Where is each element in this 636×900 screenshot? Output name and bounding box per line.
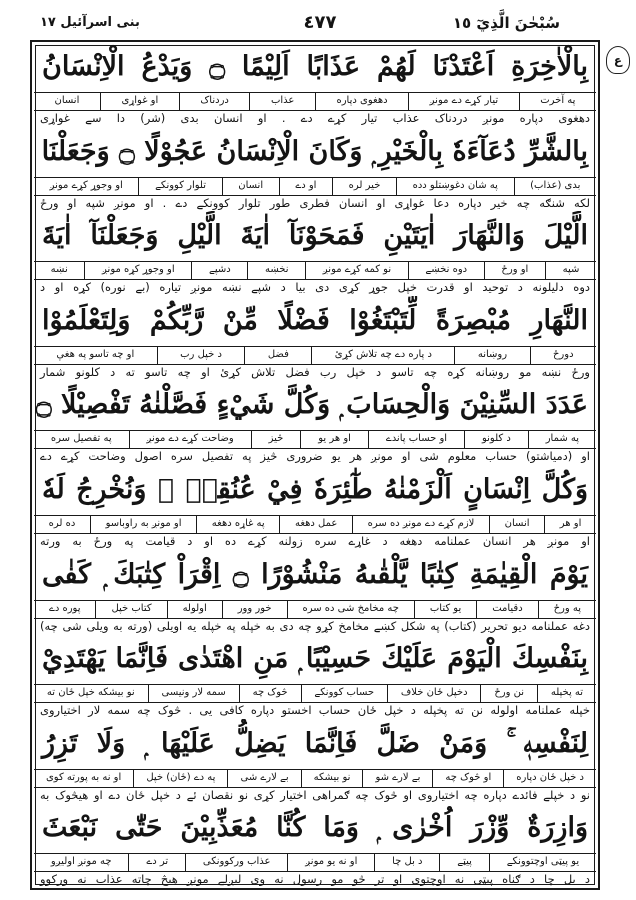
word-meaning-cell: تر دے (128, 854, 185, 871)
verse-block (34, 127, 596, 211)
translation-line: او (دمیاشتو) حساب معلوم شی او مونږ هر یو ضروری څیز په تفصیل سره اصول وضاحت کړے دے (40, 449, 590, 464)
word-meaning-cell: چه مونږ اولیږو (50, 856, 112, 868)
word-meaning-cell: روښانه (454, 347, 529, 364)
word-meaning-cell: نښه (50, 264, 68, 276)
word-meaning-cell: په تفصیل سره (50, 433, 112, 445)
verse-block (34, 296, 596, 380)
word-meaning-cell: نو کمه کړے مونږ (305, 262, 408, 279)
verse-block (34, 42, 596, 126)
word-meaning-cell: او نه یو مونږ (287, 854, 374, 871)
word-meaning-cell: د پاره دے چه تلاش کړئ (311, 347, 454, 364)
verse-block (34, 719, 596, 803)
word-by-word-row (34, 177, 596, 196)
word-meaning-cell: دهغوی دپاره (315, 93, 408, 110)
arabic-verse-line: الَّيْلَ وَالنَّهَارَ اٰيَتَيْنِ فَمَحَوْنَآ اٰيَةَ الَّيْلِ وَجَعَلْنَآ اٰيَةَ (42, 220, 588, 252)
word-by-word-row (34, 853, 596, 872)
word-meaning-cell: یو کتاب (414, 601, 476, 618)
word-meaning-cell: عذاب ورکوونکی (185, 854, 287, 871)
word-meaning-cell: حساب کوونکے (301, 685, 387, 702)
word-meaning-cell: دخپل ځان خلاف (387, 685, 480, 702)
arabic-verse-line: بِنَفْسِكَ الْيَوْمَ عَلَيْكَ حَسِيْبًا ۭ مَنِ اهْتَدٰى فَاِنَّمَا يَهْتَدِيْ (42, 643, 588, 675)
arabic-verse-line: بِالْاٰخِرَةِ اَعْتَدْنَا لَهُمْ عَذَابًا اَلِيْمًا ۝ وَيَدْعُ الْاِنْسَانُ (42, 51, 588, 82)
word-meaning-cell: او مونږ به راوباسو (90, 516, 196, 533)
word-meaning-cell: فضل (244, 347, 311, 364)
word-meaning-cell: خور وور (222, 601, 287, 618)
word-meaning-cell: او غواړی (100, 93, 179, 110)
word-meaning-cell: د بل چا (374, 854, 439, 871)
word-meaning-cell: ده لره (48, 518, 76, 529)
word-meaning-cell: د خپل رب (157, 347, 245, 364)
translation-line: ورځ نښه مو روښانه کړه چه تاسو د خپل رب فضل تلاش کړئ او چه تاسو ته د کلونو شمار (40, 364, 590, 379)
word-meaning-cell: دورځ (530, 347, 596, 364)
word-by-word-row (34, 430, 596, 449)
word-meaning-cell: په ورځ (538, 601, 596, 618)
word-meaning-cell: او حساب پاندے (368, 431, 464, 448)
juz-title: سُبْحٰنَ الَّذِيٓ ١٥ (452, 14, 560, 32)
word-meaning-cell: انسان (222, 178, 279, 195)
word-meaning-cell: او هر (544, 516, 596, 533)
word-meaning-cell: عذاب (249, 93, 315, 110)
word-meaning-cell: کتاب خپل (95, 601, 166, 618)
word-meaning-cell: شپه (545, 262, 596, 279)
word-by-word-row (34, 346, 596, 365)
translation-line: لکه شنګه چه خیر دپاره دعا غواړی او انسان فطری طور تلوار کوونکے دے . او مونږ شپه او ورځ (40, 195, 590, 210)
word-meaning-cell: تلوار کوونکے (138, 178, 221, 195)
word-meaning-cell: په شان دغوښتلو دده (396, 178, 514, 195)
translation-line: دوه دلیلونه د توحید او قدرت خپل جوړ کړی دی بیا د شپے نښه مونږ تیاره (بے نوره) کړه او د (40, 280, 590, 295)
word-meaning-cell: اولوله (167, 601, 222, 618)
word-by-word-row (34, 261, 596, 280)
word-meaning-cell: بے لارے شی (227, 770, 300, 787)
word-meaning-cell: په آخرت (519, 93, 596, 110)
translation-line: دهغوی دپاره مونږ دردناک عذاب تیار کړے دے . او انسان بدی (شر) دا سے غواړی (40, 111, 590, 125)
arabic-verse-line: وَكُلَّ اِنْسَانٍ اَلْزَمْنٰهُ طٰٓئِرَهٗ فِيْ عُنُقِهٖ ۭ وَنُخْرِجُ لَهٗ (42, 474, 588, 505)
word-meaning-cell: نن ورځ (480, 685, 536, 702)
word-meaning-cell: یو پیټی اوچتوونکے (489, 854, 596, 871)
arabic-verse-line: لِنَفْسِهٖ ۚ وَمَنْ ضَلَّ فَاِنَّمَا يَضِلُّ عَلَيْهَا ۭ وَلَا تَزِرُ (42, 727, 588, 759)
word-meaning-cell: او وجوړ کړے مونږ (49, 179, 123, 191)
word-meaning-cell: د کلونو (464, 431, 528, 448)
translation-line: نو د خپلے فائدے دپاره چه اختیاروی او څوک چه ګمراهی اختیار کړی نو نقصان ئے د خپل ځان دے او هیڅوک به (40, 787, 590, 802)
word-meaning-cell: نو بیشکه (301, 770, 363, 787)
word-meaning-cell: دشپے (191, 262, 247, 279)
word-meaning-cell: پوره دے (49, 602, 81, 614)
arabic-verse-line: عَدَدَ السِّنِيْنَ وَالْحِسَابَ ۭ وَكُلَّ شَيْءٍ فَصَّلْنٰهُ تَفْصِيْلًا ۝ (35, 389, 588, 421)
word-meaning-cell: نو بیشکه خپل ځان ته (46, 687, 135, 699)
word-meaning-cell: انسان (489, 516, 544, 533)
page-header (40, 10, 600, 36)
surah-title: بنی اسرآئیل ١٧ (40, 15, 140, 30)
word-meaning-cell: او چه تاسو په هغې (56, 348, 135, 360)
ruku-marker: ع (606, 46, 630, 74)
word-meaning-cell: چه مخامخ شی ده سره (287, 601, 414, 618)
word-meaning-cell: تیار کړے دے مونږ (408, 93, 519, 110)
word-meaning-cell: او وجوړ کړه مونږ (84, 262, 191, 279)
word-by-word-row (34, 515, 596, 534)
translation-line: دغه عملنامه دیو تحریر (کتاب) په شکل کښے مخامخ کړو چه دی به خپله په خپله یه اویلی (ورته به ویلی شی چه) (40, 618, 590, 633)
verse-block (34, 211, 596, 295)
word-by-word-row (34, 92, 596, 111)
arabic-verse-line: النَّهَارِ مُبْصِرَةً لِّتَبْتَغُوْا فَضْلًا مِّنْ رَّبِّكُمْ وَلِتَعْلَمُوْا (42, 304, 588, 336)
word-meaning-cell: سمه لار ونیسی (148, 685, 239, 702)
verse-block (34, 465, 596, 549)
translation-line: او مونږ هر انسان عملنامه دهغه د غاړے سره زولنه کړے ده او د قیامت په ورځ به ورته (40, 534, 590, 548)
translation-line: د بل چا د ګناه پیټی نه اوچتوی او تر څو مو رسول نه وی لیږلے مونږ هیڅ چاته عذاب نه ورکوو (40, 872, 590, 887)
word-by-word-row (34, 769, 596, 788)
word-meaning-cell: پیټے (439, 854, 488, 871)
word-meaning-cell: بے لارے شو (362, 770, 432, 787)
word-meaning-cell: نخښه (247, 262, 305, 279)
word-meaning-cell: څوک چه (239, 685, 301, 702)
word-meaning-cell: دوه نخښے (408, 262, 484, 279)
verse-block (34, 634, 596, 718)
arabic-verse-line: بِالشَّرِّ دُعَآءَهٗ بِالْخَيْرِ ۭ وَكَانَ الْاِنْسَانُ عَجُوْلًا ۝ وَجَعَلْنَا (41, 135, 588, 167)
word-meaning-cell: او نه به پورته کوی (45, 771, 122, 783)
word-by-word-row (34, 684, 596, 703)
word-meaning-cell: او هر یو (300, 431, 368, 448)
word-meaning-cell: په غاړه دهغه (196, 516, 279, 533)
verse-block (34, 550, 596, 634)
arabic-verse-line: يَوْمَ الْقِيٰمَةِ كِتٰبًا يَّلْقٰىهُ مَنْشُوْرًا ۝ اِقْرَاْ كِتٰبَكَ ۭ كَفٰى (42, 558, 588, 590)
word-meaning-cell: او دے (279, 178, 332, 195)
word-meaning-cell: بدی (عذاب) (514, 178, 596, 195)
word-meaning-cell: په دے (ځان) خپل (133, 770, 227, 787)
verse-block (34, 803, 596, 887)
word-meaning-cell: او څوک چه (432, 770, 503, 787)
translation-line: خپله عملنامه اولوله نن ته پخپله د خپل ځان حساب اخستو دپاره کافی یی . څوک چه سمه لار اختیاروی (40, 703, 590, 718)
word-meaning-cell: دردناک (179, 93, 250, 110)
word-meaning-cell: څیز (251, 431, 301, 448)
word-meaning-cell: وضاحت کړے دے مونږ (129, 431, 251, 448)
word-meaning-cell: انسان (54, 95, 80, 106)
word-meaning-cell: خیر لره (332, 178, 396, 195)
arabic-verse-line: وَازِرَةٌ وِّزْرَ اُخْرٰى ۭ وَمَا كُنَّا مُعَذِّبِيْنَ حَتّٰى نَبْعَثَ (42, 812, 588, 844)
word-by-word-row (34, 600, 596, 619)
verse-block (34, 380, 596, 464)
word-meaning-cell: ته پخپله (537, 685, 596, 702)
word-meaning-cell: عمل دهغه (279, 516, 352, 533)
word-meaning-cell: لازم کړے دے مونږ ده سره (352, 516, 489, 533)
word-meaning-cell: د خپل ځان دپاره (503, 770, 596, 787)
page-number: ٤٧٧ (303, 12, 337, 33)
word-meaning-cell: دقیامت (476, 601, 537, 618)
word-meaning-cell: او ورځ (484, 262, 545, 279)
word-meaning-cell: په شمار (528, 431, 596, 448)
